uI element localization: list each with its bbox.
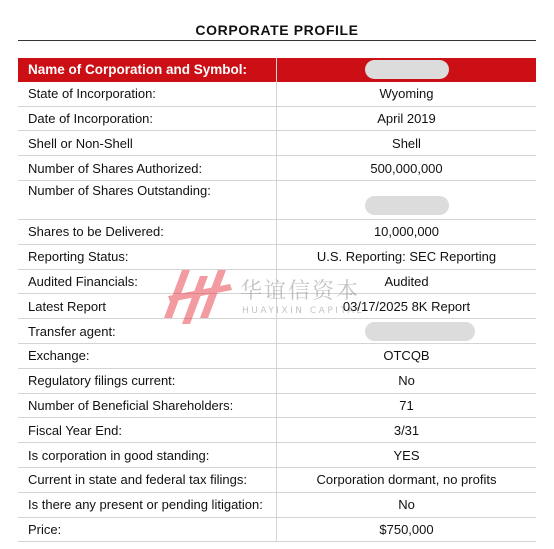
row-value: U.S. Reporting: SEC Reporting [277,244,537,269]
row-value: 71 [277,393,537,418]
table-row [18,219,536,244]
row-value: 10,000,000 [277,219,537,244]
table-row [18,180,536,219]
table-row [18,319,536,344]
table-row [18,156,536,181]
row-label: Number of Shares Authorized: [18,156,277,181]
watermark-chinese-text: 华谊信资本 [240,279,361,304]
table-row [18,82,536,106]
table-row [18,492,536,517]
row-label: Fiscal Year End: [18,418,277,443]
table-header-row [18,58,536,82]
row-label: State of Incorporation: [18,82,277,106]
row-label: Is corporation in good standing: [18,443,277,468]
row-value: 03/17/2025 8K Report [277,294,537,319]
redacted-shares-outstanding [365,196,449,215]
row-value [277,180,537,219]
table-row [18,294,536,319]
row-value [277,319,537,344]
row-value: YES [277,443,537,468]
table-row [18,467,536,492]
row-value: No [277,492,537,517]
row-label: Price: [18,517,277,542]
table-row [18,418,536,443]
row-label: Date of Incorporation: [18,106,277,131]
watermark-english-text: HUAYIXIN CAPITAL [242,306,364,316]
row-label: Number of Beneficial Shareholders: [18,393,277,418]
row-value: No [277,368,537,393]
header-label: Name of Corporation and Symbol: [18,58,277,82]
table-row [18,106,536,131]
table-row [18,131,536,156]
row-value: Wyoming [277,82,537,106]
row-label: Current in state and federal tax filings: [18,467,277,492]
table-row [18,368,536,393]
row-label: Number of Shares Outstanding: [18,180,277,219]
row-value: $750,000 [277,517,537,542]
table-row [18,443,536,468]
row-label: Exchange: [18,343,277,368]
row-value: 500,000,000 [277,156,537,181]
row-label: Regulatory filings current: [18,368,277,393]
row-label: Shell or Non-Shell [18,131,277,156]
table-row [18,343,536,368]
row-label: Audited Financials: [18,269,277,294]
table-row [18,517,536,542]
table-row [18,393,536,418]
redacted-transfer-agent [365,322,475,341]
row-value: OTCQB [277,343,537,368]
row-label: Latest Report [18,294,277,319]
row-label: Is there any present or pending litigation: [18,492,277,517]
title-underline [18,40,536,41]
table-row [18,244,536,269]
corporate-profile-table [18,58,536,542]
row-label: Shares to be Delivered: [18,219,277,244]
row-value: Corporation dormant, no profits [277,467,537,492]
row-value: April 2019 [277,106,537,131]
document-title: CORPORATE PROFILE [195,22,359,38]
row-value: 3/31 [277,418,537,443]
redacted-corporation-name [365,60,449,79]
row-value: Shell [277,131,537,156]
row-label: Reporting Status: [18,244,277,269]
header-value-cell [277,58,537,82]
row-value: Audited [277,269,537,294]
row-label: Transfer agent: [18,319,277,344]
table-row [18,269,536,294]
